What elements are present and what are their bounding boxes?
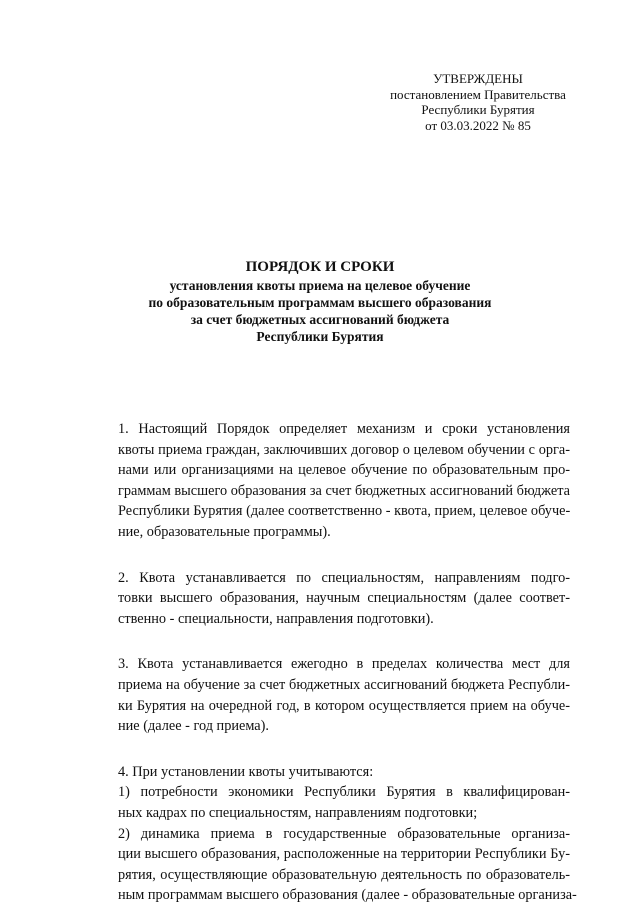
- text-line: 2. Квота устанавливается по специальностям, направлениям подго-: [118, 569, 570, 586]
- text-line: 1) потребности экономики Республики Бурятия в квалифицирован-: [118, 784, 570, 801]
- paragraph-4-item-1: [86, 782, 570, 823]
- text-line: Республики Бурятия (далее соответственно - квота, прием, целевое обуче-: [118, 503, 571, 520]
- title-line: за счет бюджетных ассигнований бюджета: [190, 312, 450, 327]
- paragraph-4-item-2: [86, 824, 577, 906]
- title-line: Республики Бурятия: [256, 329, 384, 344]
- text-line: 1. Настоящий Порядок определяет механизм и сроки установления: [118, 421, 570, 437]
- title-line: по образовательным программам высшего образования: [148, 295, 492, 310]
- document-body: [86, 419, 577, 906]
- text-line: 4. При установлении квоты учитываются:: [118, 763, 374, 780]
- text-line: нами или организациями на целевое обучение по образовательным про-: [118, 462, 570, 479]
- text-line: товки высшего образования, научным специальностям (далее соответ-: [118, 590, 570, 607]
- paragraph-4: [86, 762, 570, 783]
- title-main: ПОРЯДОК И СРОКИ: [245, 259, 395, 275]
- approval-decree: постановлением Правительства: [390, 86, 566, 102]
- approval-stamp: [380, 71, 576, 133]
- text-line: ции высшего образования, расположенные на территории Республики Бу-: [118, 846, 570, 863]
- text-line: приема на обучение за счет бюджетных ассигнований бюджета Республи-: [118, 676, 570, 693]
- text-line: ние, образовательные программы).: [118, 523, 331, 540]
- approval-region: Республики Бурятия: [421, 102, 535, 117]
- approval-heading: УТВЕРЖДЕНЫ: [433, 71, 523, 86]
- text-line: 2) динамика приема в государственные образовательные организа-: [118, 825, 570, 842]
- text-line: квоты приема граждан, заключивших договор о целевом обучении с орга-: [118, 441, 570, 458]
- approval-date-number: от 03.03.2022 № 85: [425, 117, 531, 133]
- title-line: установления квоты приема на целевое обучение: [169, 278, 471, 293]
- text-line: ние (далее - год приема).: [118, 718, 269, 735]
- text-line: ственно - специальности, направления подготовки).: [118, 610, 434, 627]
- document-title: [60, 258, 580, 345]
- paragraph-2: [86, 568, 570, 630]
- text-line: ки Бурятия на очередной год, в котором осуществляется прием на обуче-: [118, 697, 570, 714]
- paragraph-3: [86, 654, 570, 736]
- text-line: 3. Квота устанавливается ежегодно в пределах количества мест для: [118, 656, 570, 673]
- text-line: рятия, осуществляющие образовательную деятельность по образователь-: [118, 866, 570, 883]
- paragraph-1: [86, 419, 570, 543]
- text-line: граммам высшего образования за счет бюджетных ассигнований бюджета: [118, 482, 570, 499]
- text-line: ным программам высшего образования (далее - образовательные организа-: [118, 887, 577, 904]
- text-line: ных кадрах по специальностям, направлениям подготовки;: [118, 804, 478, 821]
